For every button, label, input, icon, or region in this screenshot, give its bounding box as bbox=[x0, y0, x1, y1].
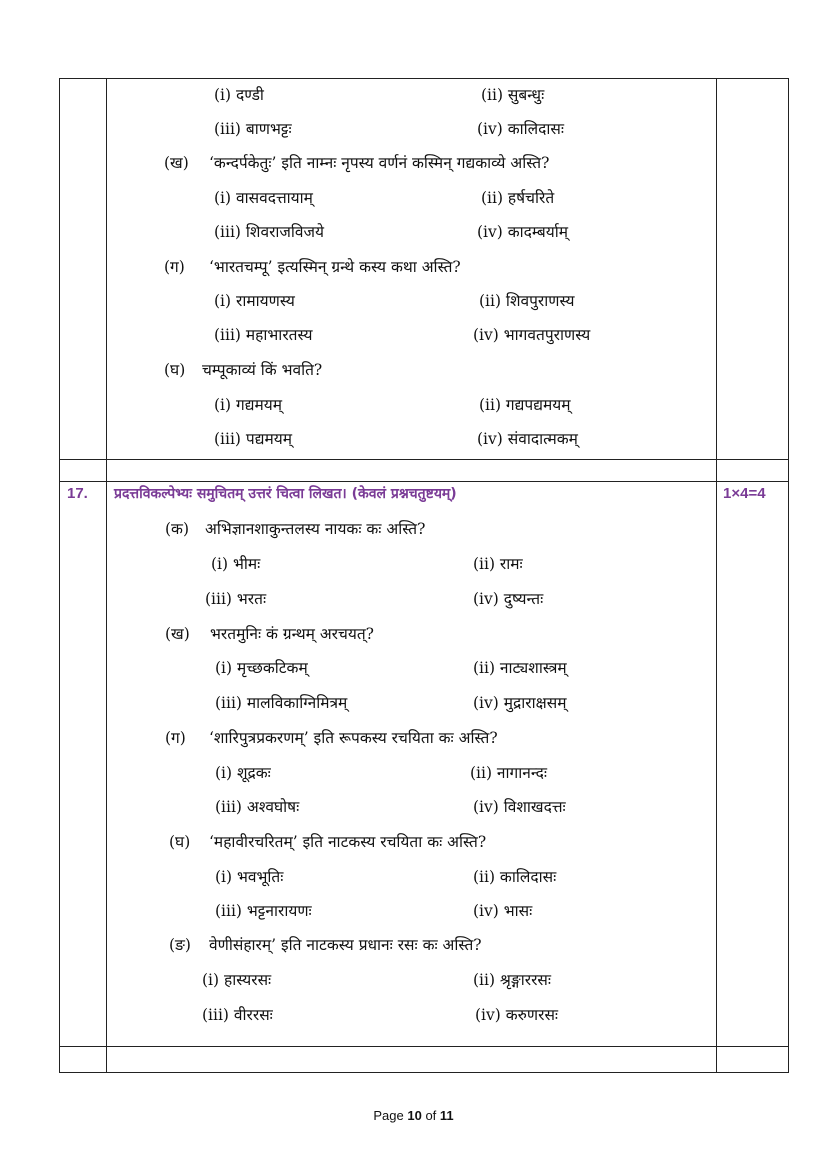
question-text: भरतमुनिः कं ग्रन्थम् अरचयत्? bbox=[210, 625, 374, 643]
option-text: (ii) कालिदासः bbox=[473, 868, 557, 886]
option-text: (ii) नागानन्दः bbox=[470, 764, 548, 782]
question-number: 17. bbox=[67, 485, 88, 502]
table-row-divider bbox=[59, 1046, 789, 1047]
part-label: (ग) bbox=[164, 258, 185, 276]
option-text: (iv) मुद्राराक्षसम् bbox=[473, 694, 567, 712]
option-text: (i) वासवदत्तायाम् bbox=[214, 189, 313, 207]
option-text: (iii) बाणभट्टः bbox=[214, 120, 292, 138]
table-border-right bbox=[788, 78, 789, 1073]
table-column-divider bbox=[716, 78, 717, 1073]
table-row-divider bbox=[59, 459, 789, 460]
part-label: (ख) bbox=[165, 625, 190, 643]
option-text: (iii) मालविकाग्निमित्रम् bbox=[215, 694, 348, 712]
question-text: चम्पूकाव्यं किं भवति? bbox=[202, 361, 323, 379]
option-text: (ii) शिवपुराणस्य bbox=[479, 292, 575, 310]
option-text: (ii) हर्षचरिते bbox=[481, 189, 555, 207]
option-text: (iv) करुणरसः bbox=[475, 1006, 559, 1024]
part-label: (ङ) bbox=[169, 936, 191, 954]
option-text: (iv) संवादात्मकम् bbox=[477, 430, 578, 448]
option-text: (ii) श्रृङ्गाररसः bbox=[473, 971, 552, 989]
option-text: (ii) नाट्यशास्त्रम् bbox=[473, 659, 567, 677]
option-text: (i) भीमः bbox=[211, 555, 261, 573]
option-text: (iii) वीररसः bbox=[202, 1006, 273, 1024]
option-text: (i) शूद्रकः bbox=[215, 764, 271, 782]
page-word: Page bbox=[373, 1108, 404, 1123]
table-border-top bbox=[59, 78, 789, 79]
option-text: (i) भवभूतिः bbox=[215, 868, 284, 886]
part-label: (ग) bbox=[165, 729, 186, 747]
option-text: (i) रामायणस्य bbox=[214, 292, 295, 310]
option-text: (iv) भागवतपुराणस्य bbox=[473, 326, 591, 344]
option-text: (i) गद्यमयम् bbox=[214, 396, 282, 414]
table-border-bottom bbox=[59, 1072, 789, 1073]
option-text: (iv) विशाखदत्तः bbox=[473, 798, 566, 816]
part-label: (ख) bbox=[164, 154, 189, 172]
option-text: (ii) सुबन्धुः bbox=[481, 86, 545, 104]
question-text: ‘कन्दर्पकेतुः’ इति नाम्नः नृपस्य वर्णनं कस्मिन् गद्यकाव्ये अस्ति? bbox=[209, 154, 550, 172]
option-text: (i) मृच्छकटिकम् bbox=[215, 659, 308, 677]
option-text: (iv) दुष्यन्तः bbox=[473, 590, 544, 608]
page-number: 10 bbox=[407, 1108, 422, 1123]
option-text: (iii) भरतः bbox=[205, 590, 267, 608]
option-text: (i) दण्डी bbox=[214, 86, 264, 104]
option-text: (ii) रामः bbox=[473, 555, 523, 573]
table-column-divider bbox=[106, 78, 107, 1073]
part-label: (घ) bbox=[164, 361, 186, 379]
option-text: (iv) कालिदासः bbox=[477, 120, 565, 138]
question-text: वेणीसंहारम्’ इति नाटकस्य प्रधानः रसः कः अस्ति? bbox=[209, 936, 482, 954]
option-text: (iii) शिवराजविजये bbox=[214, 223, 325, 241]
option-text: (iii) पद्यमयम् bbox=[214, 430, 292, 448]
option-text: (iii) भट्टनारायणः bbox=[215, 902, 312, 920]
option-text: (i) हास्यरसः bbox=[202, 971, 272, 989]
part-label: (घ) bbox=[169, 833, 191, 851]
table-row-divider bbox=[59, 481, 789, 482]
part-label: (क) bbox=[165, 520, 189, 538]
page-total: 11 bbox=[439, 1108, 454, 1123]
question-text: ‘महावीरचरितम्’ इति नाटकस्य रचयिता कः अस्ति? bbox=[209, 833, 487, 851]
table-border-left bbox=[59, 78, 60, 1073]
question-text: ‘भारतचम्पू’ इत्यस्मिन् ग्रन्थे कस्य कथा अस्ति? bbox=[209, 258, 461, 276]
option-text: (iv) कादम्बर्याम् bbox=[477, 223, 569, 241]
option-text: (iv) भासः bbox=[473, 902, 533, 920]
page-footer bbox=[0, 1108, 827, 1123]
question-heading: प्रदत्तविकल्पेभ्यः समुचितम् उत्तरं चित्वा लिखत। (केवलं प्रश्नचतुष्टयम्) bbox=[114, 486, 457, 502]
option-text: (iii) महाभारतस्य bbox=[214, 326, 313, 344]
of-word: of bbox=[425, 1108, 437, 1123]
option-text: (iii) अश्वघोषः bbox=[215, 798, 300, 816]
question-text: ‘शारिपुत्रप्रकरणम्’ इति रूपकस्य रचयिता कः अस्ति? bbox=[209, 729, 498, 747]
question-table bbox=[59, 78, 789, 1073]
marks-label: 1×4=4 bbox=[723, 485, 766, 502]
option-text: (ii) गद्यपद्यमयम् bbox=[479, 396, 571, 414]
question-text: अभिज्ञानशाकुन्तलस्य नायकः कः अस्ति? bbox=[205, 520, 426, 538]
